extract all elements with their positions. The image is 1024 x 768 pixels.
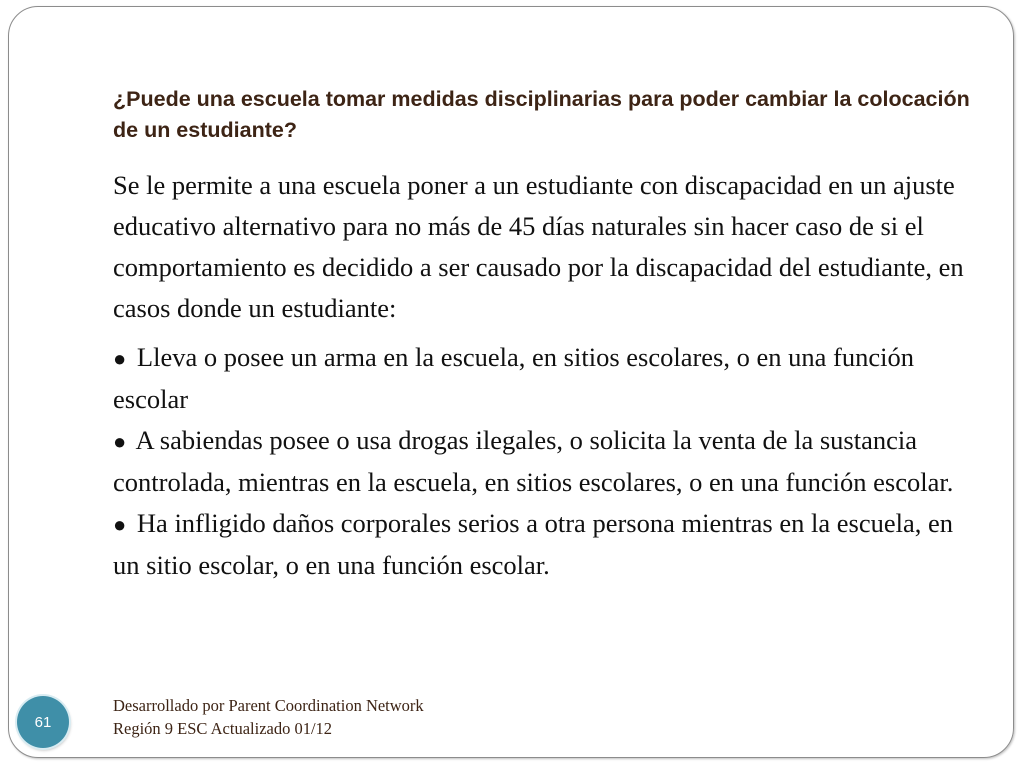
bullet-text: A sabiendas posee o usa drogas ilegales, o solicita la venta de la sustancia controlada, mientras en la escuela, en sitios escolares, o en una función escolar. bbox=[113, 425, 954, 497]
bullet-icon: ● bbox=[113, 429, 127, 454]
page-number: 61 bbox=[34, 713, 52, 731]
bullet-icon: ● bbox=[113, 512, 127, 537]
bullet-text: Lleva o posee un arma en la escuela, en sitios escolares, o en una función escolar bbox=[113, 342, 914, 414]
footer bbox=[113, 694, 424, 740]
bullet-text: Ha infligido daños corporales serios a otra persona mientras en la escuela, en un sitio escolar, o en una función escolar. bbox=[113, 508, 953, 580]
bullet-item bbox=[113, 337, 973, 420]
footer-credit: Desarrollado por Parent Coordination Network bbox=[113, 696, 424, 715]
intro-paragraph: Se le permite a una escuela poner a un estudiante con discapacidad en un ajuste educativo alternativo para no más de 45 días naturales sin hacer caso de si el comportamiento es decidido a ser causado por la discapacidad del estudiante, en casos donde un estudiante: bbox=[113, 170, 964, 323]
bullet-icon: ● bbox=[113, 346, 127, 371]
bullet-item bbox=[113, 420, 973, 503]
footer-region: Región 9 ESC Actualizado 01/12 bbox=[113, 719, 333, 738]
bullet-item bbox=[113, 503, 973, 586]
page-number-badge bbox=[17, 696, 69, 748]
slide-title: ¿Puede una escuela tomar medidas disciplinarias para poder cambiar la colocación de un estudiante? bbox=[113, 87, 970, 142]
slide-body bbox=[113, 165, 973, 586]
